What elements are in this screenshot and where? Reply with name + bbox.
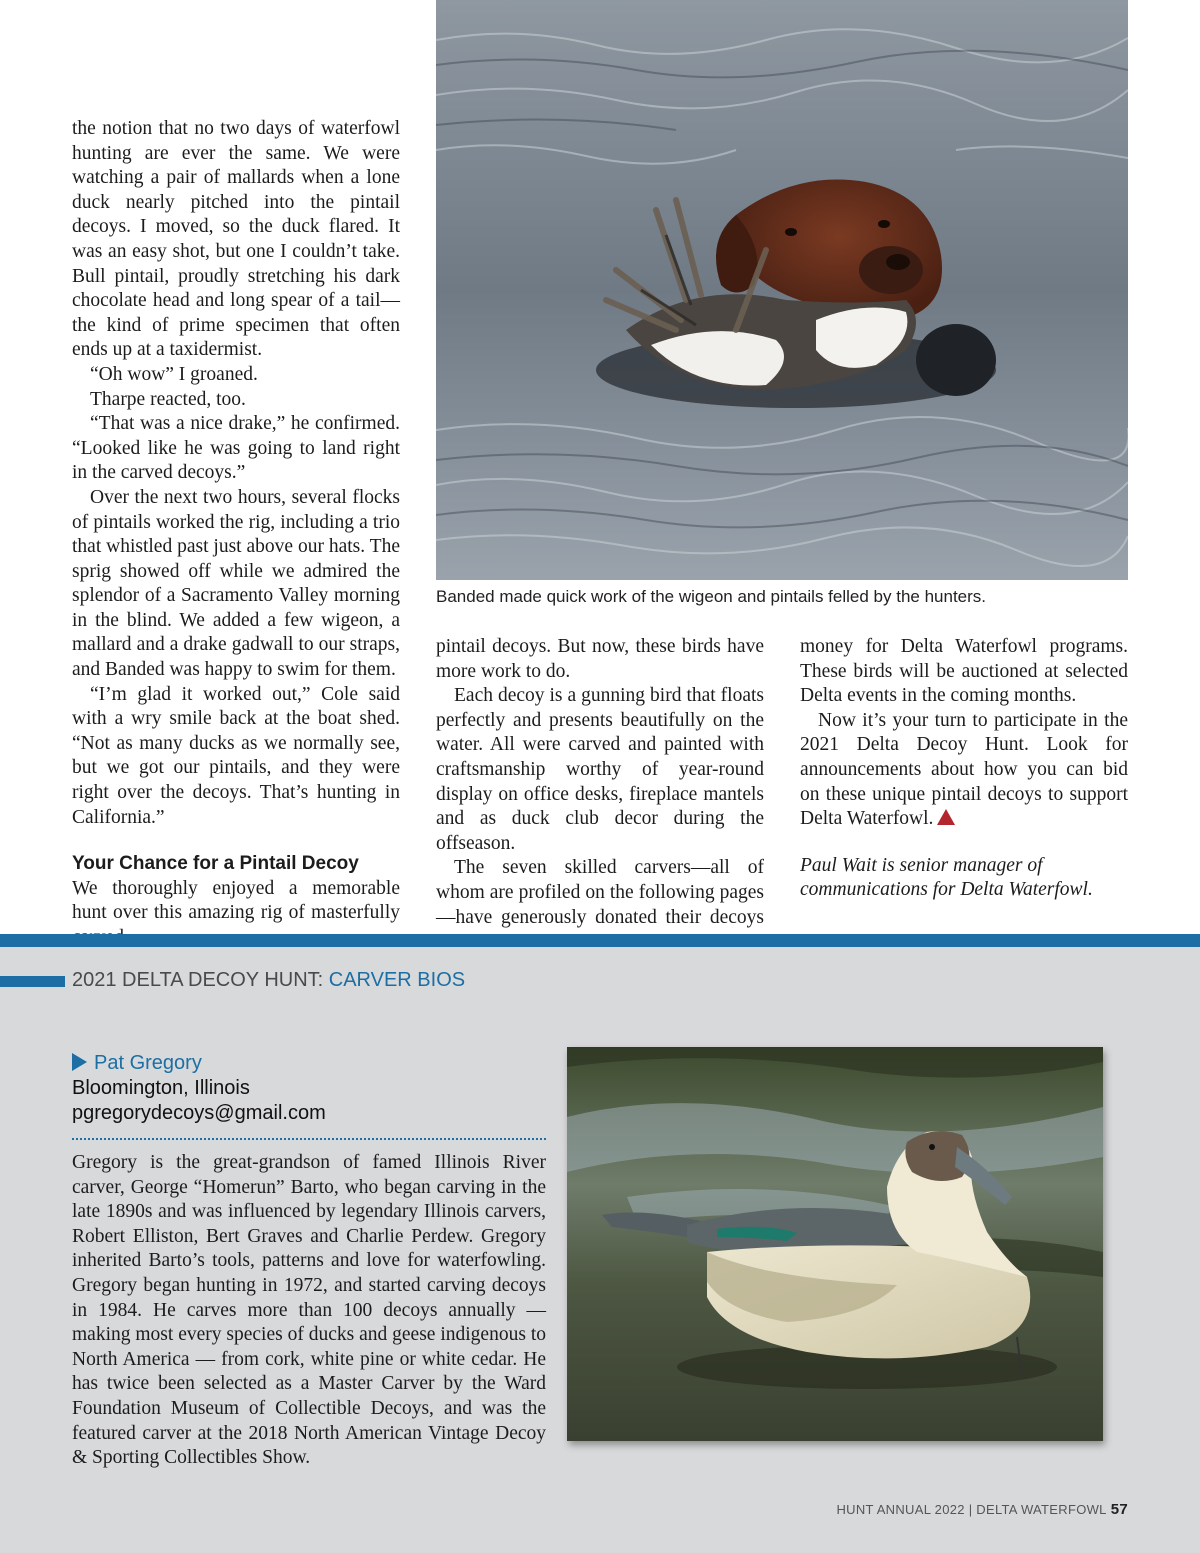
page-footer — [836, 1501, 1128, 1518]
author-byline: Paul Wait is senior manager of communications for Delta Waterfowl. — [800, 854, 1093, 901]
paragraph: “I’m glad it worked out,” Cole said with a wry smile back at the boat shed. “Not as many ducks as we normally see, but we got our pintails, and they were right over the decoys. That’s hunting in California.” — [72, 683, 400, 828]
dog-retrieve-illustration — [436, 0, 1128, 580]
paragraph: Each decoy is a gunning bird that floats perfectly and presents beautifully on the water. All were carved and painted with craftsmanship worthy of year-round display on office desks, fireplace mantels and as duck club decor during the offseason. — [436, 685, 764, 854]
pintail-decoy-photo — [567, 1047, 1103, 1441]
carver-name-text: Pat Gregory — [94, 1052, 202, 1074]
play-arrow-icon — [72, 1053, 87, 1071]
folio-text: HUNT ANNUAL 2022 | DELTA WATERFOWL — [836, 1502, 1107, 1517]
photo-caption: Banded made quick work of the wigeon and pintails felled by the hunters. — [436, 587, 987, 606]
paragraph: We thoroughly enjoyed a memorable hunt over this amazing rig of masterfully — [72, 877, 400, 924]
end-mark-icon — [937, 809, 955, 825]
section-tag-bar — [0, 976, 65, 987]
paragraph: “Oh wow” I groaned. — [90, 363, 258, 385]
article-column-1 — [72, 117, 400, 951]
paragraph: The seven skilled carvers—all of whom are profiled on the following pages—have generously donated their decoys — [436, 857, 764, 928]
paragraph — [800, 709, 1128, 832]
paragraph: Over the next two hours, several flocks of pintails worked the rig, including a trio that whistled past just above our hats. The sprig showed off while we admired the splendor of a Sacramento Valley morning in the blind. We added a few wigeon, a mallard and a drake gadwall to our straps, and Banded was happy to swim for them. — [72, 486, 400, 681]
pintail-decoy-illustration — [567, 1047, 1103, 1441]
article-column-3 — [800, 635, 1128, 903]
carver-bio: Gregory is the great-grandson of famed Illinois River carver, George “Homerun” Barto, who began carving in the late 1890s and was influenced by legendary Illinois carvers, Robert Elliston, Bert Graves and Charlie Perdew. Gregory inherited Barto’s tools, patterns and love for waterfowling. Gregory began hunting in 1972, and started carving decoys in 1984. He carves more than 100 decoys annually — making most every species of ducks and geese indigenous to North America — from cork, white pine or white cedar. He has twice been selected as a Master Carver by the Ward Foundation Museum of Collectible Decoys, and was the featured carver at the 2018 North American Vintage Decoy & Sporting Collectibles Show. — [72, 1152, 546, 1469]
carver-email[interactable]: pgregorydecoys@gmail.com — [72, 1102, 326, 1124]
paragraph: pintail decoys. But now, these birds have more work to do. — [436, 636, 764, 682]
paragraph: Tharpe reacted, too. — [90, 388, 246, 410]
article-column-2 — [436, 635, 764, 955]
dotted-divider — [72, 1138, 546, 1140]
dog-retrieve-photo — [436, 0, 1128, 580]
carver-city: Bloomington, Illinois — [72, 1077, 250, 1099]
section-title-accent: CARVER BIOS — [328, 969, 466, 991]
closing-paragraph-text: Now it’s your turn to participate in the 2021 Delta Decoy Hunt. Look for announcements about how you can bid on these unique pintail decoys to support Delta Waterfowl. — [800, 709, 1128, 830]
band-top-rule — [0, 934, 1200, 947]
paragraph: “That was a nice drake,” he confirmed. “Looked like he was going to land right in the carved decoys.” — [72, 413, 400, 484]
page-number: 57 — [1110, 1501, 1128, 1518]
carver-name — [72, 1052, 202, 1075]
section-title-main: 2021 DELTA DECOY HUNT: — [72, 969, 329, 991]
section-title — [72, 969, 465, 992]
section-subhead: Your Chance for a Pintail Decoy — [72, 853, 359, 875]
paragraph: the notion that no two days of waterfowl hunting are ever the same. We were watching a pair of mallards when a lone duck nearly pitched into the pintail decoys. I moved, so the duck flared. It was an easy shot, but one I couldn’t take. Bull pintail, proudly stretching his dark chocolate head and long spear of a tail—the kind of prime specimen that often ends up at a taxidermist. — [72, 118, 400, 361]
paragraph: money for Delta Waterfowl programs. These birds will be auctioned at selected Delta events in the coming months. — [800, 636, 1128, 707]
